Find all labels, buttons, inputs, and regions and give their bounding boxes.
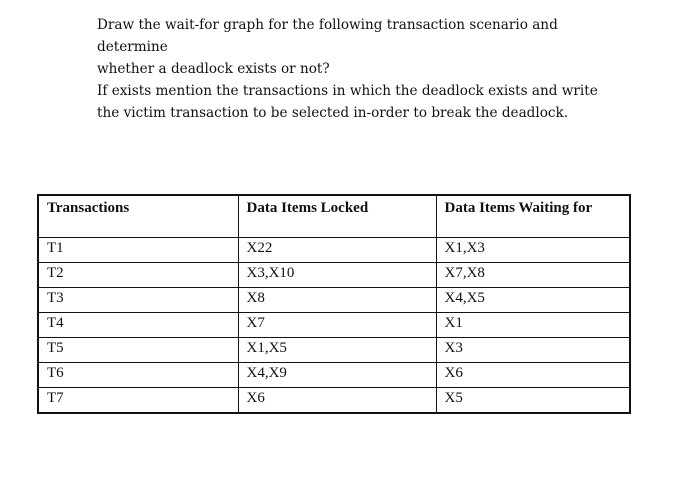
- cell-locked: X22: [238, 238, 436, 263]
- cell-locked: X6: [238, 388, 436, 414]
- table-row: [38, 313, 630, 338]
- cell-waiting: X1,X3: [436, 238, 630, 263]
- cell-transaction: T4: [38, 313, 238, 338]
- question-line: determine: [97, 39, 168, 55]
- question-line: whether a deadlock exists or not?: [97, 61, 330, 77]
- cell-waiting: X3: [436, 338, 630, 363]
- cell-waiting: X6: [436, 363, 630, 388]
- cell-transaction: T5: [38, 338, 238, 363]
- cell-transaction: T1: [38, 238, 238, 263]
- question-text: [97, 14, 598, 124]
- transactions-table: [37, 194, 631, 414]
- table-row: [38, 263, 630, 288]
- cell-waiting: X1: [436, 313, 630, 338]
- table-row: [38, 388, 630, 414]
- cell-waiting: X7,X8: [436, 263, 630, 288]
- cell-transaction: T6: [38, 363, 238, 388]
- table-header-row: [38, 195, 630, 238]
- header-transactions: Transactions: [38, 195, 238, 238]
- cell-transaction: T7: [38, 388, 238, 414]
- cell-locked: X3,X10: [238, 263, 436, 288]
- cell-locked: X4,X9: [238, 363, 436, 388]
- question-line: the victim transaction to be selected in-order to break the deadlock.: [97, 105, 569, 121]
- question-line: If exists mention the transactions in which the deadlock exists and write: [97, 83, 598, 99]
- cell-waiting: X5: [436, 388, 630, 414]
- table-row: [38, 338, 630, 363]
- cell-locked: X8: [238, 288, 436, 313]
- header-locked: Data Items Locked: [238, 195, 436, 238]
- question-line: Draw the wait-for graph for the following transaction scenario and: [97, 17, 558, 33]
- header-waiting: Data Items Waiting for: [436, 195, 630, 238]
- cell-locked: X7: [238, 313, 436, 338]
- table-row: [38, 363, 630, 388]
- table-row: [38, 288, 630, 313]
- cell-transaction: T2: [38, 263, 238, 288]
- cell-transaction: T3: [38, 288, 238, 313]
- cell-waiting: X4,X5: [436, 288, 630, 313]
- cell-locked: X1,X5: [238, 338, 436, 363]
- table-row: [38, 238, 630, 263]
